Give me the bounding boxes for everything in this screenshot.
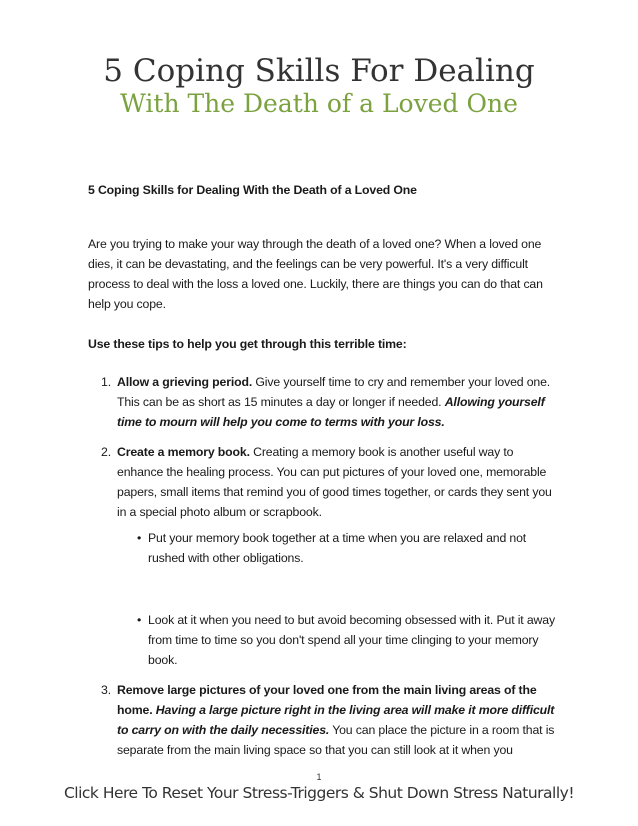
document-heading: 5 Coping Skills for Dealing With the Death of a Loved One (88, 183, 417, 197)
tip-number: 1. (101, 375, 111, 389)
footer-promo-link[interactable]: Click Here To Reset Your Stress-Triggers & Shut Down Stress Naturally! (63, 784, 575, 802)
tips-list (88, 372, 558, 760)
title-line-1: 5 Coping Skills For Dealing (103, 53, 535, 89)
sub-item-text: Look at it when you need to but avoid becoming obsessed with it. Put it away from time to time so you don't spend all your time clinging to your memory book. (148, 613, 555, 667)
bullet-icon: • (137, 531, 142, 545)
page-number: 1 (316, 772, 322, 782)
tip-item-1 (88, 372, 558, 432)
tip-title: Remove large pictures of your loved one from the main living areas of the home. (117, 683, 537, 717)
tip-item-3 (88, 680, 558, 760)
title-line-2: With The Death of a Loved One (120, 89, 518, 118)
sub-item-2 (117, 610, 558, 670)
tip-item-2 (88, 442, 558, 670)
tip-emphasis: Allowing yourself time to mourn will help you come to terms with your loss. (117, 395, 545, 429)
tip-text: You can place the picture in a room that is separate from the main living space so that you can still look at it when you (117, 723, 555, 757)
document-body (88, 180, 558, 770)
tip-subitems (117, 528, 558, 670)
intro-paragraph: Are you trying to make your way through the death of a loved one? When a loved one dies, it can be devastating, and the feelings can be very powerful. It's a very difficult process to deal with the loss a loved one. Luckily, there are things you can do that can help you cope. (88, 237, 543, 311)
tips-intro: Use these tips to help you get through this terrible time: (88, 337, 407, 351)
tip-number: 3. (101, 683, 111, 697)
tip-text: Give yourself time to cry and remember your loved one. This can be as short as 15 minutes a day or longer if needed. (117, 375, 551, 409)
sub-item-1 (117, 528, 558, 568)
tip-title: Create a memory book. (117, 445, 250, 459)
bullet-icon: • (137, 613, 142, 627)
tip-emphasis: Having a large picture right in the living area will make it more difficult to carry on with the daily necessities. (117, 703, 555, 737)
tip-number: 2. (101, 445, 111, 459)
sub-item-text: Put your memory book together at a time when you are relaxed and not rushed with other obligations. (148, 531, 527, 565)
tip-text: Creating a memory book is another useful way to enhance the healing process. You can put pictures of your loved one, memorable papers, small items that remind you of good times together, or cards they sent you in a special photo album or scrapbook. (117, 445, 552, 519)
tip-title: Allow a grieving period. (117, 375, 253, 389)
